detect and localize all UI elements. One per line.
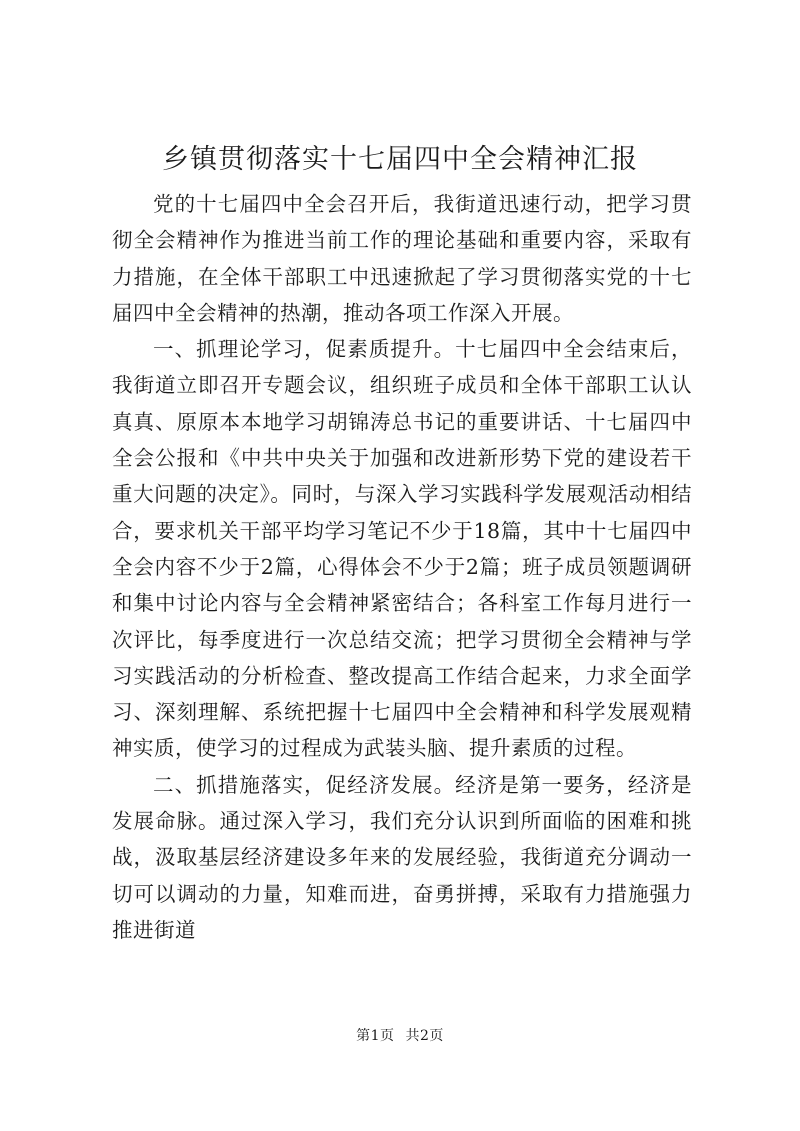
document-title: 乡镇贯彻落实十七届四中全会精神汇报 bbox=[162, 144, 638, 175]
paragraph-section-one: 一、抓理论学习，促素质提升。十七届四中全会结束后，我街道立即召开专题会议，组织班子成员和全体干部职工认认真真、原原本本地学习胡锦涛总书记的重要讲话、十七届四中全会公报和《中共中央关于加强和改进新形势下党的建设若干重大问题的决定》。同时，与深入学习实践科学发展观活动相结合，要求机关干部平均学习笔记不少于18篇，其中十七届四中全会内容不少于2篇，心得体会不少于2篇；班子成员领题调研和集中讨论内容与全会精神紧密结合；各科室工作每月进行一次评比，每季度进行一次总结交流；把学习贯彻全会精神与学习实践活动的分析检查、整改提高工作结合起来，力求全面学习、深刻理解、系统把握十七届四中全会精神和科学发展观精神实质，使学习的过程成为武装头脑、提升素质的过程。 bbox=[112, 337, 692, 761]
paragraph-section-two: 二、抓措施落实，促经济发展。经济是第一要务，经济是发展命脉。通过深入学习，我们充分认识到所面临的困难和挑战，汲取基层经济建设多年来的发展经验，我街道充分调动一切可以调动的力量，知难而进，奋勇拼搏，采取有力措施强力推进街道 bbox=[112, 772, 692, 942]
document-body bbox=[112, 186, 692, 948]
page-total: 共2页 bbox=[405, 1028, 444, 1044]
paragraph-intro: 党的十七届四中全会召开后，我街道迅速行动，把学习贯彻全会精神作为推进当前工作的理论基础和重要内容，采取有力措施，在全体干部职工中迅速掀起了学习贯彻落实党的十七届四中全会精神的热潮，推动各项工作深入开展。 bbox=[112, 192, 692, 325]
page-number: 第1页 bbox=[356, 1028, 395, 1044]
page-footer bbox=[0, 1026, 800, 1046]
